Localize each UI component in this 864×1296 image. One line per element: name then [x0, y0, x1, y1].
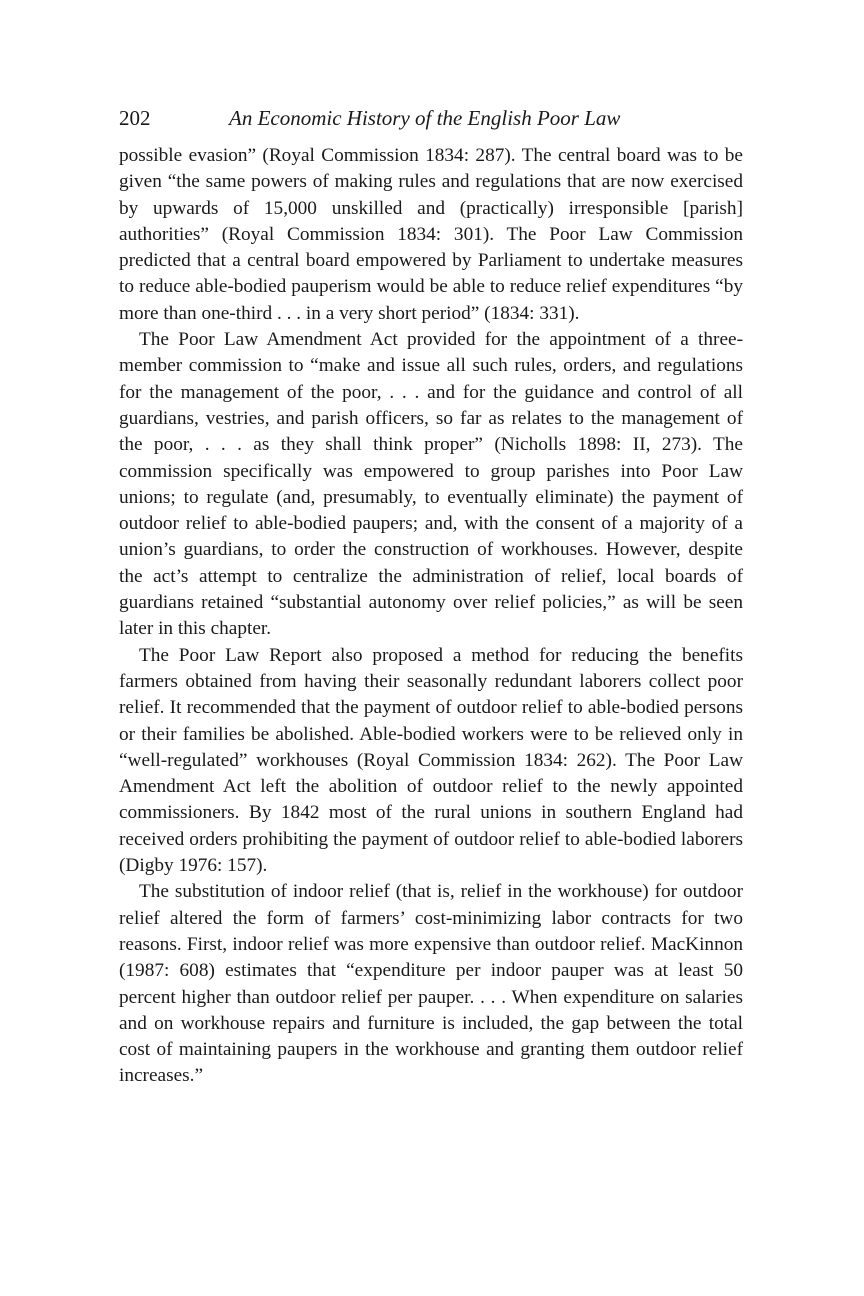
book-page: [119, 103, 743, 1090]
body-text: [119, 143, 743, 1090]
paragraph-indoor-relief: The substitution of indoor relief (that is, relief in the workhouse) for outdoor relief altered the form of farmers’ cost-minimizing labor contracts for two reasons. First, indoor relief was more expensive than outdoor relief. MacKinnon (1987: 608) estimates that “expenditure per indoor pauper was at least 50 percent higher than outdoor relief per pauper. . . . When expenditure on salaries and on workhouse repairs and furniture is included, the gap between the total cost of maintaining paupers in the workhouse and granting them outdoor relief increases.”: [119, 881, 743, 1087]
running-title: An Economic History of the English Poor Law: [229, 106, 621, 130]
paragraph-continuation: possible evasion” (Royal Commission 1834: 287). The central board was to be given “the same powers of making rules and regulations that are now exercised by upwards of 15,000 unskilled and (practically) irresponsible [parish] authorities” (Royal Commission 1834: 301). The Poor Law Commission predicted that a central board empowered by Parliament to undertake measures to reduce able-bodied pauperism would be able to reduce relief expenditures “by more than one-third . . . in a very short period” (1834: 331).: [119, 145, 743, 324]
paragraph-amendment-act: The Poor Law Amendment Act provided for the appointment of a three-member commission to “make and issue all such rules, orders, and regulations for the management of the poor, . . . and for the guidance and control of all guardians, vestries, and parish officers, so far as relates to the management of the poor, . . . as they shall think proper” (Nicholls 1898: II, 273). The commission specifically was empowered to group parishes into Poor Law unions; to regulate (and, presumably, to eventually eliminate) the payment of outdoor relief to able-bodied paupers; and, with the consent of a majority of a union’s guardians, to order the construction of workhouses. However, despite the act’s attempt to centralize the administration of relief, local boards of guardians retained “substantial autonomy over relief policies,” as will be seen later in this chapter.: [119, 329, 743, 640]
page-number: 202: [119, 106, 151, 130]
paragraph-poor-law-report: The Poor Law Report also proposed a method for reducing the benefits farmers obtained from having their seasonally redundant laborers collect poor relief. It recommended that the payment of outdoor relief to able-bodied persons or their families be abolished. Able-bodied workers were to be relieved only in “well-regulated” workhouses (Royal Commission 1834: 262). The Poor Law Amendment Act left the abolition of outdoor relief to the newly appointed commissioners. By 1842 most of the rural unions in southern England had received orders prohibiting the payment of outdoor relief to able-bodied laborers (Digby 1976: 157).: [119, 644, 743, 877]
running-head: [119, 103, 743, 133]
